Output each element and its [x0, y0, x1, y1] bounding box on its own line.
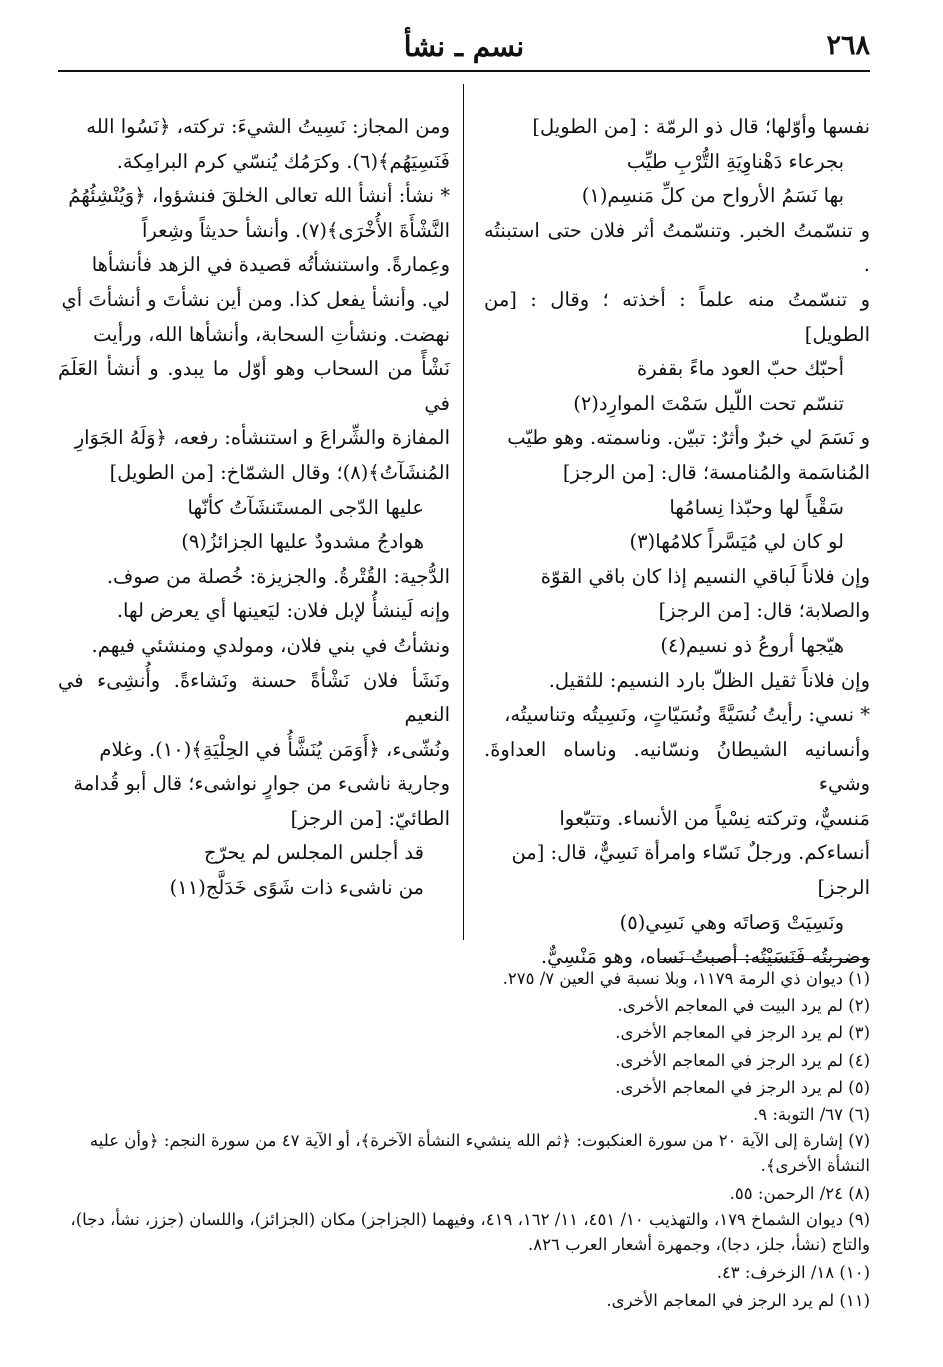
- text-line: نهضت. ونشأتِ السحابة، وأنشأها الله، ورأيت: [93, 322, 450, 346]
- text-line: ونشأتُ في بني فلان، ومولدي ومنشئي فيهم.: [91, 633, 450, 657]
- footnotes: [58, 965, 870, 1314]
- running-title: نسم ـ نشأ: [403, 30, 525, 63]
- text-line: مَنسيٌّ، وتركته نِسْياً من الأنساء. وتتبّعوا: [559, 806, 870, 830]
- verse-line: عليها الدّجى المستَنشَآتُ كأنّها: [187, 495, 424, 519]
- text-line: و تنسّمتُ الخبر. وتنسّمتُ أثر فلان حتى استبنتُه .: [484, 218, 870, 277]
- footnote: (٢) لم يرد البيت في المعاجم الأخرى.: [617, 996, 870, 1016]
- text-line: ونَشَأ فلان نَشْأةً حسنة ونَشاءةً. وأُنشِىء في النعيم: [58, 668, 450, 727]
- text-line: فَنَسِيَهُم﴾(٦). وكرَمُك يُنسّي كرم البرامِكة.: [116, 149, 450, 173]
- text-line: لي. وأنشأ يفعل كذا. ومن أين نشأتَ و أنشأتَ أي: [61, 287, 450, 311]
- text-line: و تنسّمتُ منه علماً : أخذته ؛ وقال : [من الطويل]: [484, 287, 870, 346]
- text-line: ونُشّىء، ﴿أَوَمَن يُنَشَّأُ في الحِلْيَةِ﴾(١٠). وغلام: [99, 737, 450, 761]
- text-line: والصلابة؛ قال: [من الرجز]: [658, 599, 870, 623]
- footnote: (٨) ٢٤/ الرحمن: ٥٥.: [729, 1184, 870, 1204]
- text-line: وضربتُه فَنَسَيْتُه: أصبتُ نَساه، وهو مَنْسِيٌّ.: [540, 945, 870, 969]
- verse-line: تنسّم تحت اللّيل سَمْتَ الموارِد(٢): [573, 391, 844, 415]
- text-line: المُناسَمة والمُنامسة؛ قال: [من الرجز]: [562, 460, 870, 484]
- footnote-rule: [660, 959, 870, 960]
- verse-line: بجرعاء دَهْناوِيَةِ التُّرْبِ طيِّب: [626, 149, 844, 173]
- verse-line: هيّجها أروعُ ذو نسيم(٤): [660, 633, 844, 657]
- text-line: المُنشَآتُ﴾(٨)؛ وقال الشمّاخ: [من الطويل]: [109, 460, 450, 484]
- column-divider: [463, 84, 464, 940]
- footnote: (٦) ٦٧/ التوبة: ٩.: [752, 1105, 870, 1125]
- verse-line: بها نَسَمُ الأرواح من كلِّ مَنسِم(١): [581, 184, 844, 208]
- text-line: ومن المجاز: نَسِيتُ الشيءَ: تركته، ﴿نَسُوا الله: [86, 115, 450, 138]
- footnote: (٤) لم يرد الرجز في المعاجم الأخرى.: [615, 1050, 870, 1070]
- text-line: وإنه لَينشأُ لإبل فلان: ليَعينها أي يعرض لها.: [116, 599, 450, 623]
- footnote: (٧) إشارة إلى الآية ٢٠ من سورة العنكبوت: ﴿ثم الله ينشيء النشأة الآخرة﴾، أو الآية ٤٧ من سورة النجم: ﴿وأن عليه النشأة الأخرى﴾.: [89, 1131, 870, 1176]
- footnote: (١١) لم يرد الرجز في المعاجم الأخرى.: [606, 1290, 870, 1310]
- right-column: [484, 110, 870, 969]
- text-line: الدُّجية: القُتْرةُ. والجزيزة: خُصلة من صوف.: [106, 564, 450, 588]
- text-line: نَشْأً من السحاب وهو أوّل ما يبدو. و أنشأ العَلَمَ في: [58, 357, 450, 415]
- verse-line: من ناشىء ذات شَوًى خَدَلَّج(١١): [169, 876, 424, 900]
- verse-line: ونَسِيَتْ وَصاتَه وهي نَسِي(٥): [619, 910, 844, 934]
- text-line: و نَسَمَ لي خبرٌ وأثرٌ: تبيّن. وناسمته. وهو طيّب: [507, 426, 870, 450]
- footnote: (٩) ديوان الشماخ ١٧٩، والتهذيب ١٠/ ٤٥١، ١١/ ١٦٢، ٤١٩، وفيهما (الجزاجز) مكان (الجزائز)، واللسان (جزز، نشأ، دجا)، والتاج (نشأ، جلز، دجا)، وجمهرة أشعار العرب ٨٢٦.: [70, 1210, 870, 1255]
- footnote: (١) ديوان ذي الرمة ١١٧٩، وبلا نسبة في العين ٧/ ٢٧٥.: [502, 969, 870, 988]
- left-column: [58, 110, 450, 940]
- verse-line: سَقْياً لها وحبّذا نِسامُها: [669, 495, 844, 519]
- verse-line: هوادجُ مشدودٌ عليها الجزائزُ(٩): [181, 530, 424, 554]
- footnote: (٣) لم يرد الرجز في المعاجم الأخرى.: [615, 1023, 870, 1043]
- text-line: أنساءكم. ورجلٌ نَسّاء وامرأة نَسِيٌّ، قال: [من: [511, 841, 870, 865]
- text-line: وإن فلاناً لَباقي النسيم إذا كان باقي القوّة: [540, 564, 870, 588]
- entry-nasy: * نسي: رأيتُ نُسَيَّةً ونُسَيّاتٍ، ونَسِيتُه وتناسيتُه،: [504, 703, 870, 727]
- verse-line: أحبّك حبّ العود ماءً بقفرة: [637, 357, 844, 381]
- page-header: [58, 30, 870, 70]
- verse-line: لو كان لي مُيَسَّراً كلامُها(٣): [629, 530, 844, 554]
- entry-nasha: * نشأ: أنشأ الله تعالى الخلقَ فنشؤوا، ﴿وَيُنْشِئُهُمُ: [68, 184, 450, 208]
- footnote: (١٠) ١٨/ الزخرف: ٤٣.: [716, 1263, 870, 1283]
- text-line: نفسها وأوّلها؛ قال ذو الرمّة : [من الطويل]: [532, 115, 870, 138]
- page-number: ٢٦٨: [826, 30, 870, 61]
- text-line: النَّشْأَةَ الأُخْرَى﴾(٧). وأنشأ حديثاً وشِعراً: [141, 218, 450, 242]
- text-line: المفازة والشِّراعَ و استنشأه: رفعه، ﴿وَلَهُ الجَوَارِ: [74, 426, 450, 450]
- text-line: وإن فلاناً ثقيل الظلّ بارد النسيم: للثقيل.: [548, 668, 870, 692]
- text-line: وعِمارةً. واستنشأتُه قصيدة في الزهد فأنشأها: [91, 253, 450, 277]
- verse-line: قد أجلس المجلس لم يحرّج: [204, 841, 424, 865]
- text-line: الرجز]: [817, 876, 870, 900]
- text-line: الطائيّ: [من الرجز]: [290, 806, 450, 830]
- text-line: وجارية ناشىء من جوارٍ نواشىء؛ قال أبو قُدامة: [73, 772, 450, 796]
- footnote: (٥) لم يرد الرجز في المعاجم الأخرى.: [615, 1077, 870, 1097]
- header-rule: [58, 70, 870, 72]
- text-line: وأنسانيه الشيطانُ ونسّانيه. وناساه العداوةَ. وشيء: [484, 737, 870, 796]
